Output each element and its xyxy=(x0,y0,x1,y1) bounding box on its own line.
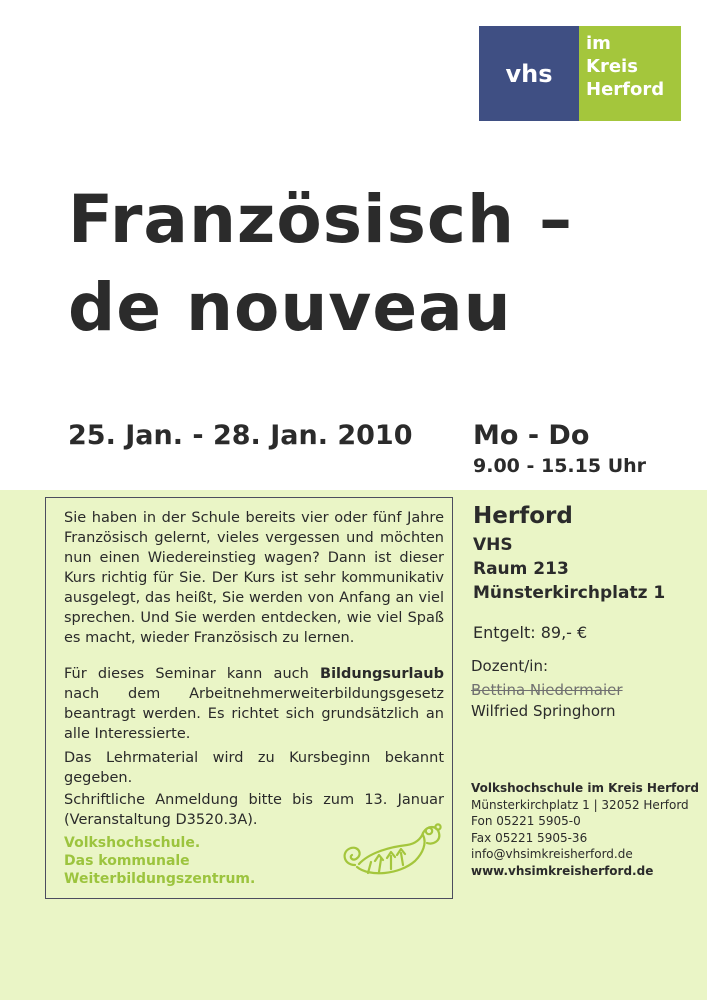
text-segment: nach dem Arbeitnehmerweiterbildungsgesetz beantragt werden. Es richtet sich grundsätzlich an alle Interessierte. xyxy=(64,686,444,742)
bildungsurlaub-paragraph xyxy=(64,664,444,744)
slogan-line: Volkshochschule. xyxy=(64,835,201,851)
instructor-name: Wilfried Springhorn xyxy=(471,702,616,720)
material-paragraph: Das Lehrmaterial wird zu Kursbeginn bekannt gegeben. xyxy=(64,750,444,786)
contact-website: www.vhsimkreisherford.de xyxy=(471,863,654,878)
location-room: Raum 213 xyxy=(473,559,569,579)
description-paragraph: Sie haben in der Schule bereits vier oder fünf Jahre Französisch gelernt, vieles vergessen und möchten nun einen Wiedereinstieg wagen? Dann ist dieser Kurs richtig für Sie. Der Kurs ist sehr kommunikativ ausgelegt, das heißt, Sie werden von Anfang an viel sprechen. Und Sie werden entdecken, wie viel Spaß es macht, wieder Französisch zu lernen. xyxy=(64,510,444,646)
course-fee: Entgelt: 89,- € xyxy=(473,623,588,642)
registration-paragraph: Schriftliche Anmeldung bitte bis zum 13. Januar (Veranstaltung D3520.3A). xyxy=(64,792,444,828)
location-name: VHS xyxy=(473,535,513,555)
logo-vhs-text: vhs xyxy=(505,59,553,88)
title-line-1: Französisch – xyxy=(68,181,573,258)
title-line-2: de nouveau xyxy=(68,269,512,346)
logo-kreis-block xyxy=(579,26,681,121)
chameleon-icon xyxy=(335,815,447,887)
text-segment: Für dieses Seminar kann auch xyxy=(64,666,321,682)
course-days: Mo - Do xyxy=(473,420,590,451)
slogan xyxy=(64,834,255,888)
course-dates: 25. Jan. - 28. Jan. 2010 xyxy=(68,420,413,451)
location-street: Münsterkirchplatz 1 xyxy=(473,583,666,603)
logo-vhs-block xyxy=(479,26,579,121)
instructor-struck-name: Bettina Niedermaier xyxy=(471,681,623,699)
course-title xyxy=(68,176,698,352)
contact-address: Münsterkirchplatz 1 | 32052 Herford xyxy=(471,797,689,812)
bildungsurlaub-highlight: Bildungsurlaub xyxy=(320,666,444,682)
instructor-label: Dozent/in: xyxy=(471,657,548,675)
logo-line: Kreis xyxy=(586,56,638,77)
location-city: Herford xyxy=(473,503,573,529)
slogan-line: Das kommunale xyxy=(64,853,190,869)
contact-phone: Fon 05221 5905-0 xyxy=(471,814,581,828)
logo-line: im xyxy=(586,33,611,54)
slogan-line: Weiterbildungszentrum. xyxy=(64,871,256,887)
contact-org: Volkshochschule im Kreis Herford xyxy=(471,781,699,795)
contact-email: info@vhsimkreisherford.de xyxy=(471,847,633,861)
contact-block xyxy=(471,780,699,879)
logo-line: Herford xyxy=(586,79,665,100)
course-time: 9.00 - 15.15 Uhr xyxy=(473,455,647,477)
contact-fax: Fax 05221 5905-36 xyxy=(471,830,588,845)
